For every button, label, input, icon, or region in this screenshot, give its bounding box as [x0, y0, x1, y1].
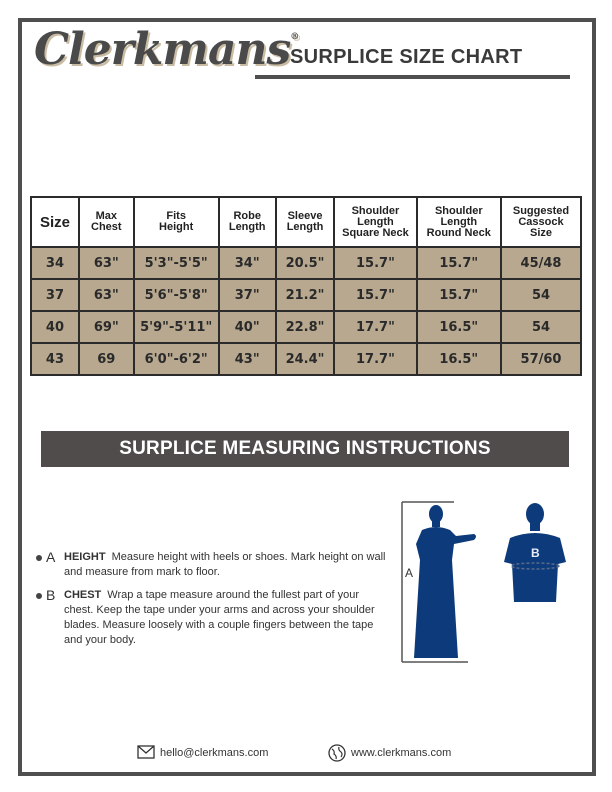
table-cell: 37"	[219, 279, 276, 311]
table-cell: 21.2"	[276, 279, 335, 311]
table-row	[31, 247, 581, 279]
instruction-term: HEIGHT	[64, 551, 106, 563]
table-cell: 37	[31, 279, 79, 311]
instruction-letter: B	[46, 587, 56, 603]
table-cell: 15.7"	[334, 279, 416, 311]
footer-website-link[interactable]: www.clerkmans.com	[351, 747, 452, 759]
table-row	[31, 311, 581, 343]
table-cell: 63"	[79, 279, 134, 311]
table-cell: 63"	[79, 247, 134, 279]
table-cell: 20.5"	[276, 247, 335, 279]
column-header: Suggested Cassock Size	[501, 197, 581, 247]
envelope-icon	[137, 745, 155, 759]
table-cell: 69	[79, 343, 134, 375]
table-cell: 54	[501, 279, 581, 311]
table-cell: 45/48	[501, 247, 581, 279]
table-cell: 57/60	[501, 343, 581, 375]
instruction-text: Wrap a tape measure around the fullest part of your chest. Keep the tape under your arms and across your shoulder blades. Measure loosely with a couple fingers between the tape and your body.	[64, 589, 375, 646]
table-cell: 6'0"-6'2"	[134, 343, 219, 375]
globe-icon	[328, 744, 346, 762]
table-cell: 15.7"	[417, 279, 501, 311]
instruction-height	[36, 550, 386, 580]
table-cell: 24.4"	[276, 343, 335, 375]
footer-email-link[interactable]: hello@clerkmans.com	[160, 747, 269, 759]
size-chart-table	[30, 196, 582, 376]
table-cell: 43	[31, 343, 79, 375]
table-cell: 17.7"	[334, 311, 416, 343]
instruction-term: CHEST	[64, 589, 102, 601]
table-cell: 34"	[219, 247, 276, 279]
column-header: Sleeve Length	[276, 197, 335, 247]
table-row	[31, 279, 581, 311]
table-cell: 16.5"	[417, 311, 501, 343]
brand-logo: Clerkmans®	[34, 24, 299, 75]
table-cell: 54	[501, 311, 581, 343]
table-cell: 15.7"	[417, 247, 501, 279]
figure-label-a: A	[405, 566, 414, 580]
table-cell: 34	[31, 247, 79, 279]
table-cell: 69"	[79, 311, 134, 343]
table-cell: 17.7"	[334, 343, 416, 375]
column-header: Robe Length	[219, 197, 276, 247]
table-cell: 15.7"	[334, 247, 416, 279]
table-cell: 5'9"-5'11"	[134, 311, 219, 343]
table-row	[31, 343, 581, 375]
table-header-row	[31, 197, 581, 247]
page-frame	[18, 18, 596, 776]
column-header: Fits Height	[134, 197, 219, 247]
column-header: Shoulder Length Square Neck	[334, 197, 416, 247]
column-header: Max Chest	[79, 197, 134, 247]
table-cell: 40	[31, 311, 79, 343]
table-cell: 40"	[219, 311, 276, 343]
title-underline	[255, 75, 570, 79]
column-header: Size	[31, 197, 79, 247]
height-figure-icon	[398, 500, 498, 666]
table-cell: 43"	[219, 343, 276, 375]
instruction-letter: A	[46, 549, 56, 565]
table-cell: 16.5"	[417, 343, 501, 375]
column-header: Shoulder Length Round Neck	[417, 197, 501, 247]
table-cell: 5'3"-5'5"	[134, 247, 219, 279]
instruction-text: Measure height with heels or shoes. Mark height on wall and measure from mark to floor.	[64, 551, 386, 578]
bullet-icon	[36, 593, 42, 599]
table-cell: 22.8"	[276, 311, 335, 343]
table-cell: 5'6"-5'8"	[134, 279, 219, 311]
instruction-chest	[36, 588, 386, 648]
bullet-icon	[36, 555, 42, 561]
instructions-banner: SURPLICE MEASURING INSTRUCTIONS	[41, 431, 569, 467]
page-title: SURPLICE SIZE CHART	[290, 46, 523, 68]
figure-label-b: B	[531, 546, 540, 560]
